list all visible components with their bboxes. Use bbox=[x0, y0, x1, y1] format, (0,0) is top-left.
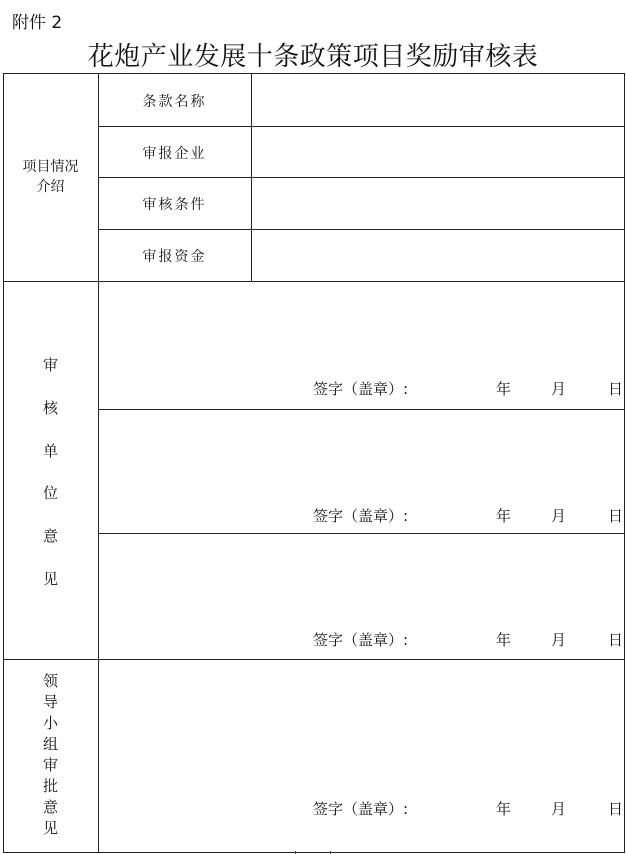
day-label: 日 bbox=[608, 800, 624, 818]
field-row-divider bbox=[98, 229, 625, 230]
signature-seal-label: 签字（盖章）: bbox=[313, 631, 409, 649]
approval-label-char: 领 bbox=[42, 672, 58, 690]
applicant-company-label: 审报企业 bbox=[142, 146, 207, 162]
applied-funds-value[interactable] bbox=[258, 246, 618, 266]
year-label: 年 bbox=[496, 800, 512, 818]
year-label: 年 bbox=[496, 507, 512, 525]
table-border-bottom bbox=[3, 852, 625, 853]
project-info-label-line2: 介绍 bbox=[36, 179, 65, 195]
table-border-top bbox=[3, 73, 625, 74]
review-unit-label-char: 位 bbox=[42, 484, 58, 502]
review-unit-label-char: 见 bbox=[42, 570, 58, 588]
column-divider bbox=[98, 73, 99, 853]
year-label: 年 bbox=[496, 380, 512, 398]
approval-label-char: 审 bbox=[42, 756, 58, 774]
approval-label-char: 见 bbox=[42, 819, 58, 837]
applicant-company-value[interactable] bbox=[258, 143, 618, 163]
signature-seal-label: 签字（盖章）: bbox=[313, 380, 409, 398]
clause-name-label: 条款名称 bbox=[142, 94, 207, 110]
review-conditions-label: 审核条件 bbox=[142, 197, 207, 213]
signature-seal-label: 签字（盖章）: bbox=[313, 800, 409, 818]
review-unit-label-char: 审 bbox=[42, 356, 58, 374]
section-divider bbox=[3, 281, 625, 282]
approval-label-char: 小 bbox=[42, 714, 58, 732]
day-label: 日 bbox=[608, 507, 624, 525]
approval-label-char: 意 bbox=[42, 798, 58, 816]
approval-label-char: 导 bbox=[42, 693, 58, 711]
applied-funds-label: 审报资金 bbox=[142, 249, 207, 265]
section-divider bbox=[3, 659, 625, 660]
day-label: 日 bbox=[608, 631, 624, 649]
month-label: 月 bbox=[551, 800, 567, 818]
project-info-label bbox=[3, 157, 98, 197]
month-label: 月 bbox=[551, 507, 567, 525]
project-info-label-line1: 项目情况 bbox=[22, 159, 79, 175]
review-unit-label-char: 单 bbox=[42, 442, 58, 460]
day-label: 日 bbox=[608, 380, 624, 398]
month-label: 月 bbox=[551, 380, 567, 398]
year-label: 年 bbox=[496, 631, 512, 649]
table-border-right bbox=[624, 73, 625, 853]
page-title: 花炮产业发展十条政策项目奖励审核表 bbox=[87, 42, 539, 72]
review-conditions-value[interactable] bbox=[258, 194, 618, 214]
approval-label-char: 组 bbox=[42, 735, 58, 753]
clause-name-value[interactable] bbox=[258, 91, 618, 111]
review-row-divider bbox=[98, 409, 625, 410]
review-unit-label-char: 核 bbox=[42, 399, 58, 417]
field-row-divider bbox=[98, 177, 625, 178]
field-row-divider bbox=[98, 126, 625, 127]
month-label: 月 bbox=[551, 631, 567, 649]
approval-label-char: 批 bbox=[42, 777, 58, 795]
review-unit-label-char: 意 bbox=[42, 527, 58, 545]
review-row-divider bbox=[98, 533, 625, 534]
signature-seal-label: 签字（盖章）: bbox=[313, 507, 409, 525]
attachment-label: 附件 2 bbox=[12, 13, 63, 33]
